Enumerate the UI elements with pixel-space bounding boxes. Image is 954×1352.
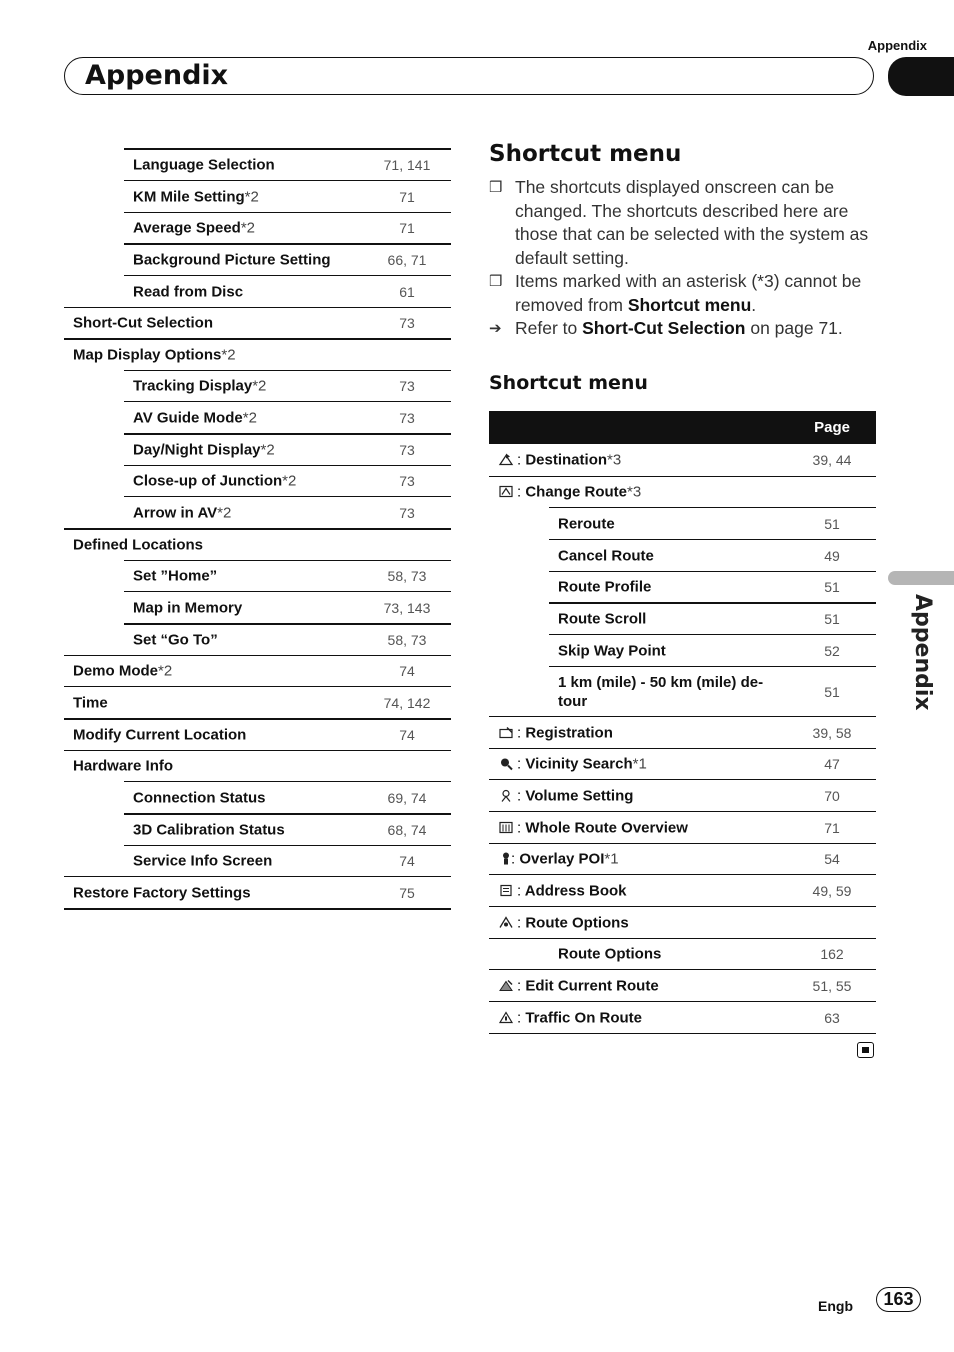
table-row: Tracking Display*2 73 (124, 370, 451, 401)
checkbox-bullet-icon: ❒ (489, 179, 503, 196)
route-options-icon (498, 915, 514, 929)
arrow-bullet-icon: ➔ (489, 320, 502, 337)
table-heading: Shortcut menu (489, 372, 648, 394)
table-row: KM Mile Setting*2 71 (124, 180, 451, 212)
table-header: Page (489, 411, 876, 443)
change-route-icon (498, 485, 514, 499)
shortcut-table (489, 411, 876, 1034)
section-title-bar (64, 57, 874, 95)
table-row: Defined Locations (64, 528, 451, 560)
table-bottom-rule (489, 1033, 876, 1034)
table-row: Route Scroll 51 (549, 602, 876, 634)
table-row: Restore Factory Settings 75 (64, 876, 451, 908)
end-mark-icon (857, 1042, 874, 1058)
table-row: Set “Go To” 58, 73 (124, 623, 451, 655)
table-row: Close-up of Junction*2 73 (124, 465, 451, 496)
whole-route-overview-icon (498, 820, 514, 834)
table-row: Skip Way Point 52 (549, 634, 876, 666)
side-tab (888, 571, 954, 585)
table-row: : Vicinity Search*1 47 (489, 748, 876, 779)
volume-setting-icon (498, 788, 514, 802)
table-row: Map Display Options*2 (64, 338, 451, 370)
table-row: Route Profile 51 (549, 571, 876, 602)
table-row: AV Guide Mode*2 73 (124, 401, 451, 433)
registration-icon (498, 725, 514, 739)
bullet-item: ❒ The shortcuts displayed onscreen can be changed. The shortcuts described here are those that can be selected with the system as default setting. (489, 177, 869, 268)
table-row: : Destination*3 39, 44 (489, 443, 876, 476)
side-label: Appendix (910, 594, 935, 711)
table-row: Background Picture Setting 66, 71 (124, 243, 451, 275)
table-row: Connection Status 69, 74 (124, 781, 451, 813)
table-row: 1 km (mile) - 50 km (mile) de-tour 51 (549, 666, 876, 716)
table-row: Route Options 162 (489, 938, 876, 969)
table-row: : Whole Route Overview 71 (489, 811, 876, 843)
table-row: : Route Options (489, 906, 876, 938)
table-row: : Registration 39, 58 (489, 716, 876, 748)
overlay-poi-icon (498, 852, 508, 866)
address-book-icon (498, 883, 514, 897)
table-row: Average Speed*2 71 (124, 212, 451, 243)
edit-current-route-icon (498, 978, 514, 992)
table-row: Cancel Route 49 (549, 539, 876, 571)
table-row: Set ”Home” 58, 73 (124, 560, 451, 591)
table-row: Service Info Screen 74 (124, 845, 451, 876)
running-header: Appendix (867, 38, 927, 53)
table-row: Day/Night Display*2 73 (124, 433, 451, 465)
section-tab (888, 57, 954, 96)
footer-language: Engb (818, 1298, 853, 1314)
page-number: 163 (876, 1287, 921, 1312)
table-row: Hardware Info (64, 750, 451, 781)
table-row: Short-Cut Selection 73 (64, 307, 451, 338)
table-row: : Overlay POI*1 54 (489, 843, 876, 874)
table-row: 3D Calibration Status 68, 74 (124, 813, 451, 845)
table-row: : Traffic On Route 63 (489, 1001, 876, 1033)
table-row: Read from Disc 61 (124, 275, 451, 307)
table-row: : Volume Setting 70 (489, 779, 876, 811)
bullet-item: ➔ Refer to Short-Cut Selection on page 71. (489, 317, 879, 341)
table-row: Reroute 51 (549, 507, 876, 539)
table-row: : Address Book 49, 59 (489, 874, 876, 906)
traffic-on-route-icon (498, 1010, 514, 1024)
table-row: Demo Mode*2 74 (64, 655, 451, 686)
checkbox-bullet-icon: ❒ (489, 273, 503, 290)
destination-icon (498, 453, 514, 467)
table-bottom-rule (64, 908, 451, 910)
settings-table (64, 148, 451, 910)
table-row: Time 74, 142 (64, 686, 451, 718)
table-row: : Change Route*3 (489, 476, 876, 507)
section-heading: Shortcut menu (489, 141, 682, 167)
table-row: Arrow in AV*2 73 (124, 496, 451, 528)
table-row: Language Selection 71, 141 (124, 148, 451, 180)
bullet-list (489, 176, 879, 341)
bullet-item: ❒ Items marked with an asterisk (*3) cannot be removed from Shortcut menu. (489, 271, 862, 315)
vicinity-search-icon (498, 757, 514, 771)
table-row: Modify Current Location 74 (64, 718, 451, 750)
table-row: : Edit Current Route 51, 55 (489, 969, 876, 1001)
section-title: Appendix (85, 60, 229, 91)
table-row: Map in Memory 73, 143 (124, 591, 451, 623)
